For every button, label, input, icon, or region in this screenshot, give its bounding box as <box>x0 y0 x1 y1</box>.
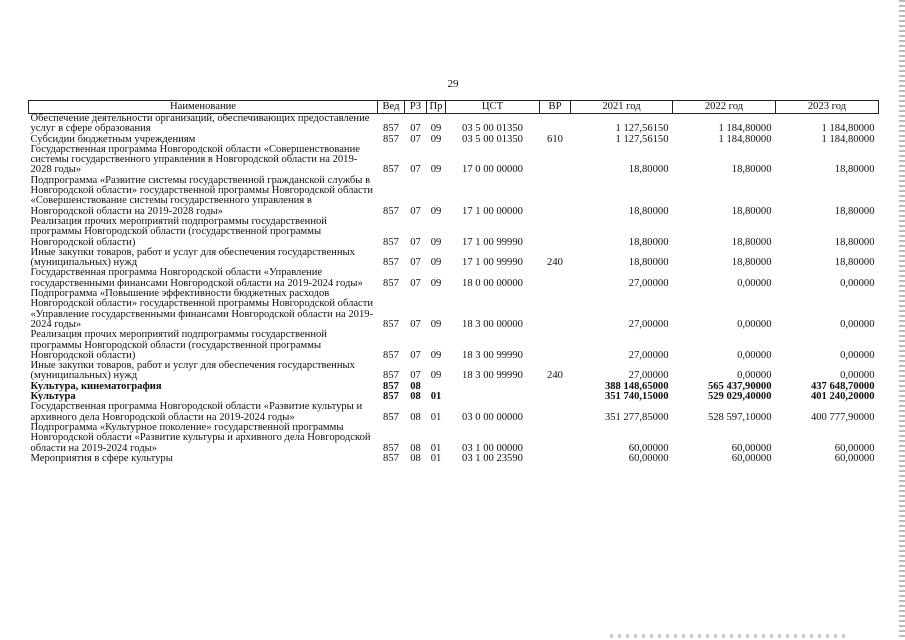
cell-y2021: 18,80000 <box>628 236 669 248</box>
cell-y2023: 60,00000 <box>834 452 875 464</box>
cell-ved: 857 <box>383 370 399 382</box>
cell-name: Культура, кинематография <box>30 380 162 392</box>
cell-name: Иные закупки товаров, работ и услуг для обеспечения государственных (муниципальных) нужд <box>30 360 355 382</box>
cell-pr: 09 <box>430 318 442 330</box>
cell-y2023: 1 184,80000 <box>821 133 875 145</box>
cell-vr: 240 <box>547 370 563 382</box>
cell-name: Реализация прочих мероприятий подпрограммы государственной программы Новгородской области (государственной программы Новгородской области) <box>30 329 327 361</box>
cell-vr <box>540 114 571 135</box>
cell-y2022: 0,00000 <box>737 318 772 330</box>
cell-pr: 09 <box>430 236 442 248</box>
cell-cst <box>446 392 540 402</box>
cell-y2021: 18,80000 <box>628 164 669 176</box>
cell-ved: 857 <box>383 349 399 361</box>
header-2021: 2021 год <box>571 101 673 114</box>
cell-ved: 857 <box>383 123 399 135</box>
cell-cst: 17 1 00 99990 <box>462 257 523 269</box>
cell-y2022: 18,80000 <box>731 257 772 269</box>
table-row <box>29 289 879 330</box>
cell-y2021: 18,80000 <box>628 257 669 269</box>
cell-rz: 07 <box>410 349 421 361</box>
cell-y2021: 1 127,56150 <box>615 133 669 145</box>
cell-ved: 857 <box>383 380 399 392</box>
cell-y2022: 528 597,10000 <box>707 411 772 423</box>
cell-rz: 08 <box>410 391 421 403</box>
cell-vr <box>540 330 571 361</box>
cell-vr <box>540 217 571 248</box>
cell-y2023: 18,80000 <box>834 236 875 248</box>
cell-name: Иные закупки товаров, работ и услуг для обеспечения государственных (муниципальных) нужд <box>30 246 355 269</box>
cell-pr: 09 <box>430 133 442 145</box>
header-pr: Пр <box>427 101 446 114</box>
cell-y2022: 18,80000 <box>731 205 772 217</box>
scan-bottom-noise <box>610 634 850 638</box>
cell-rz: 07 <box>410 205 421 217</box>
cell-y2021: 27,00000 <box>628 370 669 382</box>
cell-ved: 857 <box>383 442 399 454</box>
cell-name: Субсидии бюджетным учреждениям <box>30 133 196 145</box>
cell-y2022: 18,80000 <box>731 236 772 248</box>
header-cst: ЦСТ <box>446 101 540 114</box>
cell-rz: 08 <box>410 452 421 464</box>
cell-cst: 18 0 00 00000 <box>462 277 523 289</box>
cell-pr: 09 <box>430 370 442 382</box>
cell-y2022: 565 437,90000 <box>707 380 772 392</box>
header-2022: 2022 год <box>673 101 776 114</box>
table-body <box>29 114 879 465</box>
cell-rz: 07 <box>410 164 421 176</box>
cell-cst: 03 5 00 01350 <box>462 133 523 145</box>
cell-y2023: 0,00000 <box>840 370 875 382</box>
table-row <box>29 268 879 289</box>
header-vr: ВР <box>540 101 571 114</box>
cell-name: Культура <box>30 391 76 403</box>
table-row <box>29 217 879 248</box>
cell-name: Обеспечение деятельности организаций, обеспечивающих предоставление услуг в сфере образования <box>30 113 370 135</box>
cell-rz: 08 <box>410 442 421 454</box>
table-row <box>29 402 879 423</box>
cell-pr: 09 <box>430 123 442 135</box>
cell-name: Государственная программа Новгородской области «Совершенствование системы государственного управления в Новгородской области на 2019-2028 годы» <box>30 143 360 176</box>
cell-y2023: 18,80000 <box>834 205 875 217</box>
cell-pr: 01 <box>430 452 442 464</box>
page-number: 29 <box>447 78 459 90</box>
cell-vr <box>540 289 571 330</box>
cell-rz: 07 <box>410 123 421 135</box>
cell-vr: 610 <box>547 133 563 145</box>
cell-ved: 857 <box>383 257 399 269</box>
budget-table <box>28 100 879 464</box>
cell-vr <box>540 145 571 176</box>
cell-cst: 03 1 00 23590 <box>462 452 523 464</box>
cell-vr <box>540 176 571 217</box>
cell-y2023: 401 240,20000 <box>810 391 875 403</box>
cell-rz: 07 <box>410 133 421 145</box>
cell-ved: 857 <box>383 391 399 403</box>
cell-cst: 03 5 00 01350 <box>462 123 523 135</box>
cell-y2022: 18,80000 <box>731 164 772 176</box>
cell-ved: 857 <box>383 318 399 330</box>
cell-y2021: 388 148,65000 <box>604 380 669 392</box>
cell-ved: 857 <box>383 236 399 248</box>
cell-rz: 07 <box>410 370 421 382</box>
cell-pr: 09 <box>430 257 442 269</box>
cell-y2023: 18,80000 <box>834 257 875 269</box>
cell-ved: 857 <box>383 133 399 145</box>
header-rz: РЗ <box>405 101 427 114</box>
cell-cst: 18 3 00 99990 <box>462 349 523 361</box>
table-row <box>29 361 879 382</box>
cell-name: Подпрограмма «Культурное поколение» государственной программы Новгородской области «Развитие культуры и архивного дела Новгородской области на 2019-2024 годы» <box>30 421 371 454</box>
cell-rz: 07 <box>410 318 421 330</box>
table-row <box>29 176 879 217</box>
cell-pr: 01 <box>430 411 442 423</box>
cell-y2021: 27,00000 <box>628 277 669 289</box>
cell-ved: 857 <box>383 277 399 289</box>
cell-y2021: 18,80000 <box>628 205 669 217</box>
cell-y2021: 351 740,15000 <box>604 391 669 403</box>
cell-pr: 09 <box>430 277 442 289</box>
table-row <box>29 423 879 454</box>
table-row <box>29 454 879 464</box>
cell-y2022: 60,00000 <box>731 452 772 464</box>
cell-cst: 03 0 00 00000 <box>462 411 523 423</box>
cell-ved: 857 <box>383 411 399 423</box>
cell-rz: 08 <box>410 411 421 423</box>
cell-pr: 09 <box>430 349 442 361</box>
cell-y2023: 0,00000 <box>840 349 875 361</box>
cell-y2022: 60,00000 <box>731 442 772 454</box>
cell-cst: 17 1 00 99990 <box>462 236 523 248</box>
table-header-row <box>29 101 879 114</box>
cell-y2021: 27,00000 <box>628 318 669 330</box>
cell-rz: 07 <box>410 236 421 248</box>
cell-y2021: 60,00000 <box>628 442 669 454</box>
cell-y2021: 351 277,85000 <box>604 411 669 423</box>
cell-y2023: 437 648,70000 <box>810 380 875 392</box>
cell-vr <box>540 454 571 464</box>
cell-cst: 18 3 00 00000 <box>462 318 523 330</box>
cell-vr <box>540 402 571 423</box>
header-2023: 2023 год <box>776 101 879 114</box>
cell-name: Государственная программа Новгородской области «Развитие культуры и архивного дела Новгородской области на 2019-2024 годы» <box>30 401 363 423</box>
cell-rz: 07 <box>410 257 421 269</box>
cell-y2023: 18,80000 <box>834 164 875 176</box>
cell-y2021: 1 127,56150 <box>615 123 669 135</box>
cell-y2022: 1 184,80000 <box>718 133 772 145</box>
cell-vr <box>540 423 571 454</box>
cell-name: Государственная программа Новгородской области «Управление государственными финансами Новгородской области на 2019-2024 годы» <box>30 267 363 289</box>
scan-edge-mark <box>899 0 905 640</box>
cell-y2022: 0,00000 <box>737 277 772 289</box>
cell-name: Реализация прочих мероприятий подпрограммы государственной программы Новгородской области (государственной программы Новгородской области) <box>30 215 327 248</box>
cell-rz: 07 <box>410 277 421 289</box>
table-row <box>29 248 879 269</box>
cell-ved: 857 <box>383 164 399 176</box>
cell-pr: 01 <box>430 391 442 403</box>
cell-cst: 17 1 00 00000 <box>462 205 523 217</box>
table-row <box>29 330 879 361</box>
cell-y2021: 60,00000 <box>628 452 669 464</box>
header-name: Наименование <box>29 101 378 114</box>
cell-y2023: 1 184,80000 <box>821 123 875 135</box>
cell-y2022: 0,00000 <box>737 370 772 382</box>
cell-vr <box>540 382 571 392</box>
cell-ved: 857 <box>383 452 399 464</box>
cell-y2023: 0,00000 <box>840 318 875 330</box>
cell-y2023: 0,00000 <box>840 277 875 289</box>
cell-y2022: 0,00000 <box>737 349 772 361</box>
cell-cst <box>446 382 540 392</box>
cell-y2022: 1 184,80000 <box>718 123 772 135</box>
cell-y2023: 400 777,90000 <box>810 411 875 423</box>
cell-vr <box>540 392 571 402</box>
header-ved: Вед <box>378 101 405 114</box>
table-row <box>29 114 879 135</box>
cell-ved: 857 <box>383 205 399 217</box>
cell-cst: 18 3 00 99990 <box>462 370 523 382</box>
cell-y2022: 529 029,40000 <box>707 391 772 403</box>
cell-name: Подпрограмма «Повышение эффективности бюджетных расходов Новгородской области» государственной программы Новгородской области «Управление государственными финансами Новгородской области на 2019-2024 годы» <box>30 288 374 330</box>
cell-pr: 01 <box>430 442 442 454</box>
cell-rz: 08 <box>410 380 421 392</box>
cell-vr <box>540 268 571 289</box>
table-row <box>29 145 879 176</box>
cell-name: Подпрограмма «Развитие системы государственной гражданской службы в Новгородской области» государственной программы Новгородской области «Совершенствование системы государственного управления в Новгородской области на 2019-2028 годы» <box>30 174 374 217</box>
cell-y2023: 60,00000 <box>834 442 875 454</box>
cell-pr: 09 <box>430 205 442 217</box>
cell-name: Мероприятия в сфере культуры <box>30 452 173 464</box>
cell-cst: 17 0 00 00000 <box>462 164 523 176</box>
cell-cst: 03 1 00 00000 <box>462 442 523 454</box>
cell-pr: 09 <box>430 164 442 176</box>
cell-vr: 240 <box>547 257 563 269</box>
cell-y2021: 27,00000 <box>628 349 669 361</box>
